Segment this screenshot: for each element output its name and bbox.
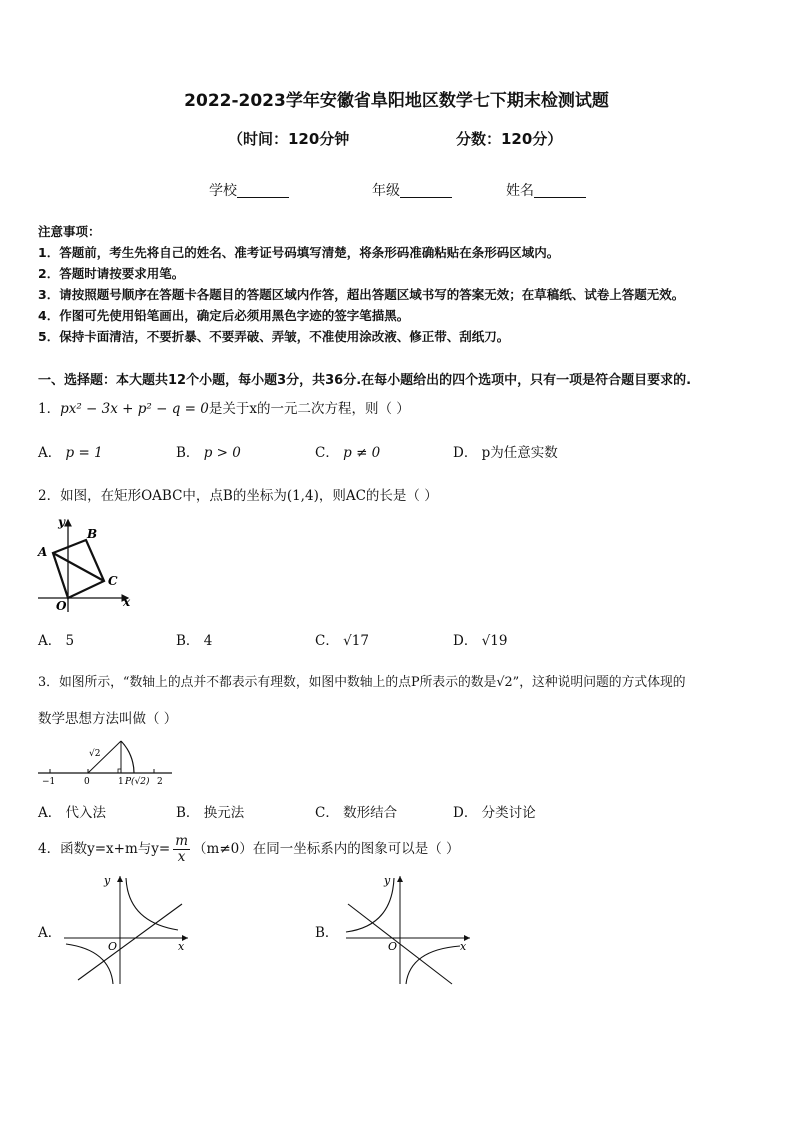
graph-b bbox=[342, 870, 477, 988]
svg-text:y: y bbox=[384, 874, 391, 887]
section-heading: 一、选择题：本大题共12个小题，每小题3分，共36分.在每小题给出的四个选项中，只有一项是符合题目要求的. bbox=[38, 373, 692, 388]
q1-option-b[interactable]: B． p > 0 bbox=[176, 445, 241, 461]
fig-c-label: C bbox=[108, 574, 118, 588]
graph-a bbox=[60, 870, 195, 988]
notes-heading: 注意事项： bbox=[38, 224, 101, 239]
fig-o-label: O bbox=[56, 599, 67, 613]
name-field bbox=[506, 180, 586, 200]
q3-option-c[interactable]: C． 数形结合 bbox=[315, 805, 398, 821]
svg-text:x: x bbox=[460, 940, 467, 953]
label-one: 1 bbox=[118, 777, 124, 787]
q1-option-c[interactable]: C． p ≠ 0 bbox=[315, 445, 381, 461]
label-sqrt2: √2 bbox=[89, 749, 101, 759]
arc bbox=[121, 741, 134, 773]
svg-text:x: x bbox=[178, 940, 185, 953]
q3-option-b[interactable]: B． 换元法 bbox=[176, 805, 245, 821]
q4-option-b[interactable]: B． bbox=[315, 925, 339, 941]
graph-a-curve-1 bbox=[126, 878, 178, 930]
exam-time: （时间：120分钟 bbox=[228, 130, 350, 148]
q2-option-a[interactable]: A． 5 bbox=[38, 633, 75, 649]
exam-score: 分数：120分） bbox=[456, 130, 563, 148]
fig-a-label: A bbox=[38, 545, 48, 559]
q4-text-post: （m≠0）在同一坐标系内的图象可以是（ ） bbox=[193, 841, 460, 857]
question-3-line2: 数学思想方法叫做（ ） bbox=[38, 711, 178, 727]
name-label: 姓名 bbox=[506, 183, 534, 199]
q4-option-a[interactable]: A． bbox=[38, 925, 62, 941]
question-4 bbox=[38, 834, 460, 865]
label-p: P(√2) bbox=[125, 777, 150, 787]
q3-option-d[interactable]: D． 分类讨论 bbox=[453, 805, 536, 821]
school-label: 学校 bbox=[209, 183, 237, 199]
number-line-figure bbox=[34, 733, 179, 789]
note-item: 3．请按照题号顺序在答题卡各题目的答题区域内作答，超出答题区域书写的答案无效；在草稿纸、试卷上答题无效。 bbox=[38, 287, 685, 302]
svg-text:y: y bbox=[104, 874, 111, 887]
grade-blank[interactable] bbox=[400, 183, 452, 198]
q4-fraction: $\frac{m}{x}$ bbox=[175, 833, 189, 865]
label-minus-one: −1 bbox=[42, 777, 56, 787]
rectangle-oabc bbox=[53, 540, 104, 598]
q1-option-d[interactable]: D． p为任意实数 bbox=[453, 445, 558, 461]
q1-text: 是关于x的一元二次方程，则（ ） bbox=[208, 401, 410, 417]
grade-field bbox=[372, 180, 452, 200]
graph-b-curve-2 bbox=[406, 946, 460, 984]
page-title: 2022-2023学年安徽省阜阳地区数学七下期末检测试题 bbox=[184, 91, 609, 111]
fig-y-label: y bbox=[58, 515, 65, 529]
graph-a-curve-2 bbox=[66, 944, 113, 984]
graph-a-line bbox=[78, 904, 182, 980]
svg-text:O: O bbox=[108, 940, 118, 953]
school-field bbox=[209, 180, 289, 200]
rectangle-figure bbox=[34, 514, 134, 616]
q2-option-b[interactable]: B． 4 bbox=[176, 633, 213, 649]
school-blank[interactable] bbox=[237, 183, 289, 198]
q3-option-a[interactable]: A． 代入法 bbox=[38, 805, 107, 821]
svg-text:O: O bbox=[388, 940, 398, 953]
question-2-text: 2．如图，在矩形OABC中，点B的坐标为(1,4)，则AC的长是（ ） bbox=[38, 488, 438, 504]
label-zero: 0 bbox=[84, 777, 90, 787]
fig-x-label: x bbox=[123, 595, 131, 609]
label-two: 2 bbox=[157, 777, 163, 787]
note-item: 4．作图可先使用铅笔画出，确定后必须用黑色字迹的签字笔描黑。 bbox=[38, 308, 410, 323]
question-1 bbox=[38, 397, 410, 417]
fig-b-label: B bbox=[87, 527, 98, 541]
name-blank[interactable] bbox=[534, 183, 586, 198]
note-item: 1．答题前，考生先将自己的姓名、准考证号码填写清楚，将条形码准确粘贴在条形码区域内。 bbox=[38, 245, 560, 260]
note-item: 5．保持卡面清洁，不要折暴、不要弄破、弄皱，不准使用涂改液、修正带、刮纸刀。 bbox=[38, 329, 510, 344]
q1-option-a[interactable]: A． p = 1 bbox=[38, 445, 103, 461]
grade-label: 年级 bbox=[372, 183, 400, 199]
q1-equation: px² − 3x + p² − q = 0 bbox=[60, 401, 209, 417]
q4-text-pre: 4．函数y=x+m与y= bbox=[38, 841, 171, 857]
q1-number: 1． bbox=[38, 401, 61, 417]
question-3-line1: 3．如图所示，“数轴上的点并不都表示有理数，如图中数轴上的点P所表示的数是√2”，这种说明问题的方式体现的 bbox=[38, 675, 686, 690]
q2-option-c[interactable]: C． √17 bbox=[315, 633, 369, 649]
q2-option-d[interactable]: D． √19 bbox=[453, 633, 508, 649]
note-item: 2．答题时请按要求用笔。 bbox=[38, 266, 185, 281]
